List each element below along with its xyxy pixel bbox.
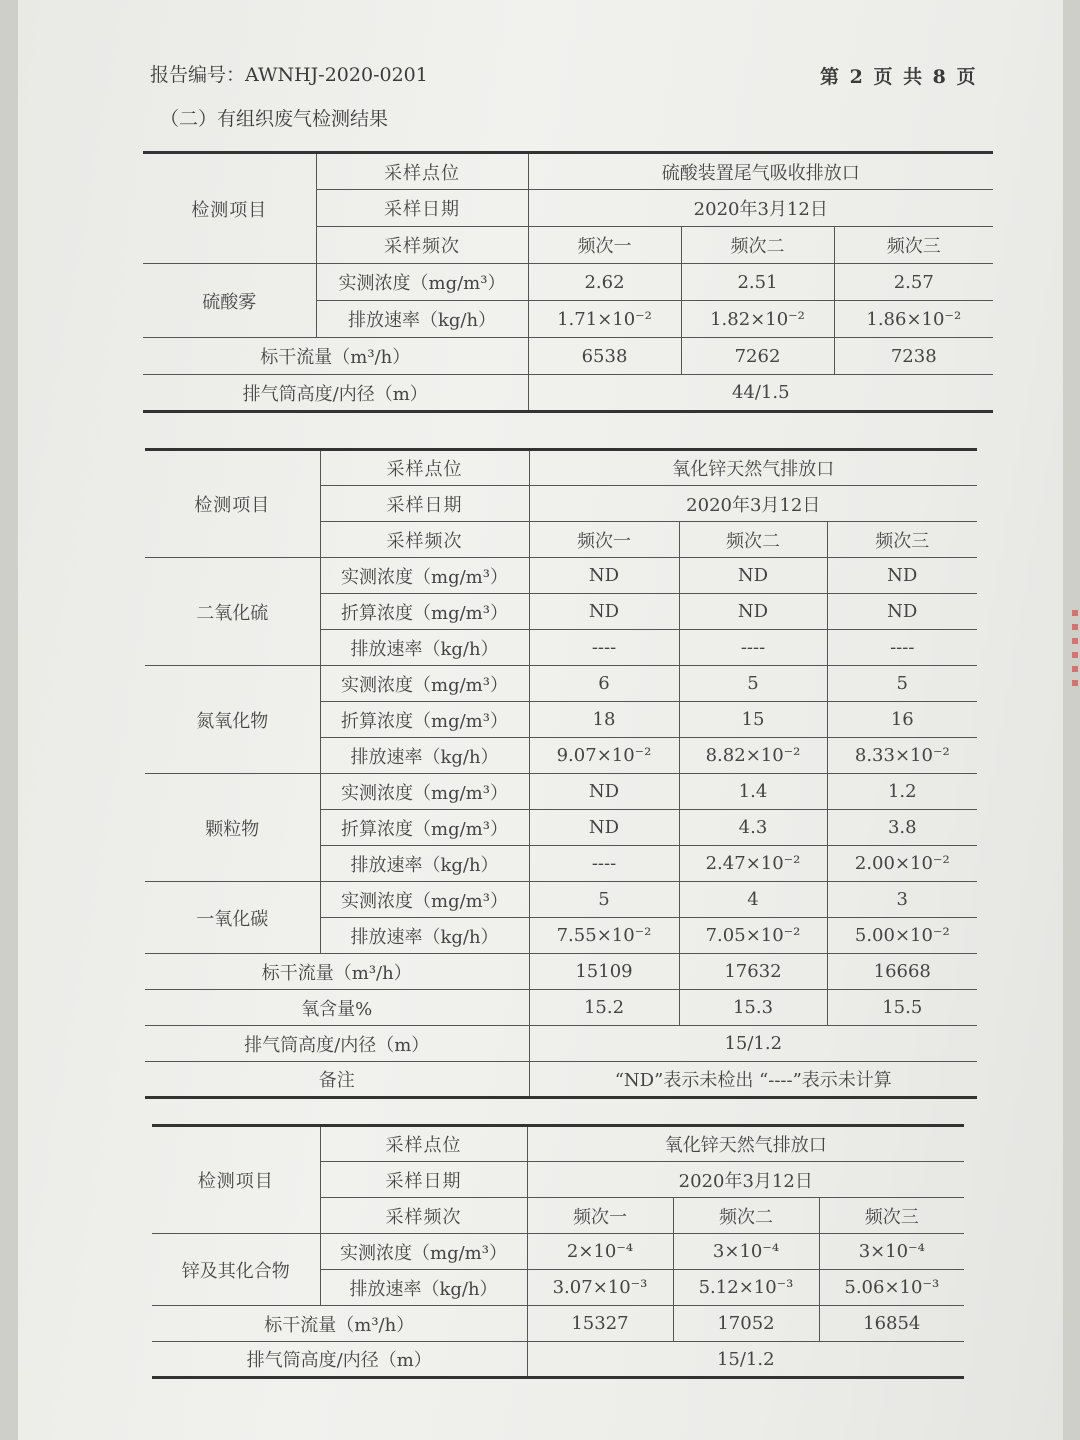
sampling-point: 氧化锌天然气排放口 (527, 1126, 964, 1162)
conc-label: 实测浓度（mg/m³） (320, 1234, 527, 1270)
item-label: 检测项目 (143, 153, 316, 264)
flow-label: 标干流量（m³/h） (145, 954, 529, 990)
oxygen-label: 氧含量% (145, 990, 529, 1026)
cell: 15109 (529, 954, 679, 990)
cell: 2.47×10⁻² (679, 846, 827, 882)
cell: ND (529, 774, 679, 810)
date-label: 采样日期 (320, 486, 529, 522)
cell: 3.07×10⁻³ (527, 1270, 673, 1306)
cell: 17632 (679, 954, 827, 990)
pollutant-nox: 氮氧化物 (145, 666, 320, 774)
cell: 3 (827, 882, 977, 918)
cell: 15 (679, 702, 827, 738)
cell: 3×10⁻⁴ (673, 1234, 819, 1270)
sampling-point: 氧化锌天然气排放口 (529, 450, 977, 486)
cell: ---- (529, 846, 679, 882)
freq-2: 频次二 (673, 1198, 819, 1234)
cell: 4.3 (679, 810, 827, 846)
cell: 5.00×10⁻² (827, 918, 977, 954)
point-label: 采样点位 (316, 153, 528, 190)
conc-label: 实测浓度（mg/m³） (320, 558, 529, 594)
sampling-date: 2020年3月12日 (528, 190, 993, 227)
remark-label: 备注 (145, 1062, 529, 1098)
conv-label: 折算浓度（mg/m³） (320, 810, 529, 846)
table-zinc-compounds (152, 1124, 964, 1379)
flow-label: 标干流量（m³/h） (143, 338, 528, 375)
conc-label: 实测浓度（mg/m³） (320, 666, 529, 702)
cell: 5.12×10⁻³ (673, 1270, 819, 1306)
freq-2: 频次二 (679, 522, 827, 558)
stack-value: 15/1.2 (527, 1342, 964, 1378)
cell: 9.07×10⁻² (529, 738, 679, 774)
freq-1: 频次一 (527, 1198, 673, 1234)
cell: ---- (679, 630, 827, 666)
cell: ND (529, 810, 679, 846)
rate-label: 排放速率（kg/h） (320, 738, 529, 774)
cell: 1.4 (679, 774, 827, 810)
cell: 7.55×10⁻² (529, 918, 679, 954)
point-label: 采样点位 (320, 1126, 527, 1162)
pollutant-co: 一氧化碳 (145, 882, 320, 954)
cell: 5 (827, 666, 977, 702)
cell: 7238 (834, 338, 993, 375)
freq-1: 频次一 (529, 522, 679, 558)
cell: 1.71×10⁻² (528, 301, 681, 338)
cell: 15.3 (679, 990, 827, 1026)
item-label: 检测项目 (152, 1126, 320, 1234)
freq-3: 频次三 (834, 227, 993, 264)
sampling-date: 2020年3月12日 (529, 486, 977, 522)
cell: ND (827, 594, 977, 630)
rate-label: 排放速率（kg/h） (320, 918, 529, 954)
conv-label: 折算浓度（mg/m³） (320, 702, 529, 738)
pollutant-so2: 二氧化硫 (145, 558, 320, 666)
cell: 16854 (819, 1306, 964, 1342)
cell: 2.57 (834, 264, 993, 301)
sampling-date: 2020年3月12日 (527, 1162, 964, 1198)
cell: 16 (827, 702, 977, 738)
table-zinc-oxide-gas-outlet (145, 448, 977, 1099)
conc-label: 实测浓度（mg/m³） (320, 882, 529, 918)
pollutant-name: 硫酸雾 (143, 264, 316, 338)
cell: 5.06×10⁻³ (819, 1270, 964, 1306)
rate-label: 排放速率（kg/h） (320, 1270, 527, 1306)
cell: 15.5 (827, 990, 977, 1026)
table-sulfuric-acid-mist (143, 151, 993, 413)
rate-label: 排放速率（kg/h） (316, 301, 528, 338)
cell: 2.00×10⁻² (827, 846, 977, 882)
report-number: 报告编号：AWNHJ-2020-0201 (150, 64, 428, 86)
pollutant-pm: 颗粒物 (145, 774, 320, 882)
flow-label: 标干流量（m³/h） (152, 1306, 527, 1342)
item-label: 检测项目 (145, 450, 320, 558)
rate-label: 排放速率（kg/h） (320, 630, 529, 666)
cell: 2.51 (681, 264, 834, 301)
freq-label: 采样频次 (320, 522, 529, 558)
cell: 1.86×10⁻² (834, 301, 993, 338)
stack-label: 排气筒高度/内径（m） (143, 375, 528, 412)
cell: 1.82×10⁻² (681, 301, 834, 338)
remark-text: “ND”表示未检出 “----”表示未计算 (529, 1062, 977, 1098)
cell: 8.33×10⁻² (827, 738, 977, 774)
cell: 1.2 (827, 774, 977, 810)
cell: 3×10⁻⁴ (819, 1234, 964, 1270)
cell: ND (529, 558, 679, 594)
cell: 6538 (528, 338, 681, 375)
conc-label: 实测浓度（mg/m³） (320, 774, 529, 810)
cell: 2.62 (528, 264, 681, 301)
cell: ND (827, 558, 977, 594)
cell: 15327 (527, 1306, 673, 1342)
stack-label: 排气筒高度/内径（m） (152, 1342, 527, 1378)
cell: 18 (529, 702, 679, 738)
cell: 7.05×10⁻² (679, 918, 827, 954)
rate-label: 排放速率（kg/h） (320, 846, 529, 882)
freq-1: 频次一 (528, 227, 681, 264)
red-edge-stamp (1072, 610, 1078, 690)
page-indicator: 第 2 页 共 8 页 (820, 66, 978, 88)
cell: ND (679, 594, 827, 630)
cell: 2×10⁻⁴ (527, 1234, 673, 1270)
date-label: 采样日期 (320, 1162, 527, 1198)
cell: 16668 (827, 954, 977, 990)
freq-2: 频次二 (681, 227, 834, 264)
cell: 7262 (681, 338, 834, 375)
section-title: （二）有组织废气检测结果 (160, 108, 389, 130)
freq-3: 频次三 (819, 1198, 964, 1234)
cell: 3.8 (827, 810, 977, 846)
cell: ---- (827, 630, 977, 666)
cell: 8.82×10⁻² (679, 738, 827, 774)
cell: 5 (529, 882, 679, 918)
cell: 15.2 (529, 990, 679, 1026)
date-label: 采样日期 (316, 190, 528, 227)
cell: ---- (529, 630, 679, 666)
freq-label: 采样频次 (316, 227, 528, 264)
cell: ND (529, 594, 679, 630)
freq-label: 采样频次 (320, 1198, 527, 1234)
pollutant-name: 锌及其化合物 (152, 1234, 320, 1306)
cell: 6 (529, 666, 679, 702)
cell: 4 (679, 882, 827, 918)
sampling-point: 硫酸装置尾气吸收排放口 (528, 153, 993, 190)
conc-label: 实测浓度（mg/m³） (316, 264, 528, 301)
stack-value: 15/1.2 (529, 1026, 977, 1062)
cell: 5 (679, 666, 827, 702)
stack-value: 44/1.5 (528, 375, 993, 412)
freq-3: 频次三 (827, 522, 977, 558)
cell: 17052 (673, 1306, 819, 1342)
stack-label: 排气筒高度/内径（m） (145, 1026, 529, 1062)
conv-label: 折算浓度（mg/m³） (320, 594, 529, 630)
point-label: 采样点位 (320, 450, 529, 486)
cell: ND (679, 558, 827, 594)
